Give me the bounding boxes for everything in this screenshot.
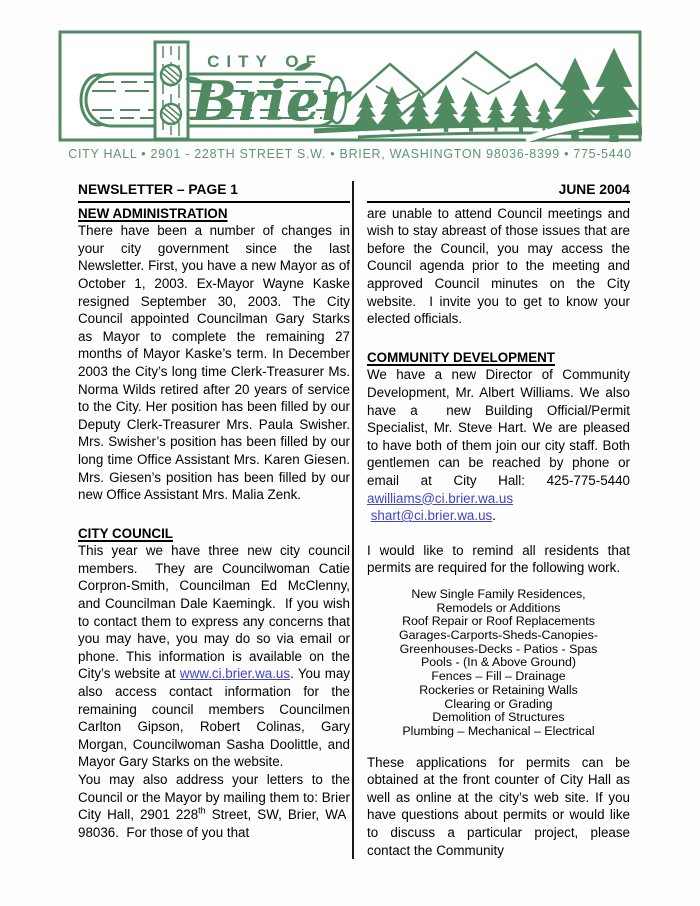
city-of-brier-logo [58,30,642,142]
city-council-paragraph-2 [78,771,350,841]
ordinal-superscript: th [198,805,206,816]
left-column [78,181,350,859]
masthead-left: NEWSLETTER – PAGE 1 [78,181,350,203]
right-column [367,181,630,859]
new-administration-text: There have been a number of changes in your city government since the last Newsletter. First, you have a new Mayor as of October 1, 2003. Ex-Mayor Wayne Kaske resigned September 30, 2003. The City Council appointed Councilman Gary Starks as Mayor to complete the remaining 27 months of Mayor Kaske’s term. In December 2003 the City’s long time Clerk-Treasurer Ms. Norma Wilds retired after 20 years of service to the City. Her position has been filled by our Deputy Clerk-Treasurer Mrs. Paula Swisher. Mrs. Swisher’s position has been filled by our long time Office Assistant Mrs. Karen Giesen. Mrs. Giesen’s position has been filled by our new Office Assistant Mrs. Malia Zenk. [78,223,350,503]
heading-community-development: COMMUNITY DEVELOPMENT [367,349,555,365]
permit-list-item: Roof Repair or Roof Replacements [402,614,595,629]
masthead-date: JUNE 2004 [367,181,630,203]
city-website-link[interactable]: www.ci.brier.wa.us [179,666,291,682]
heading-new-administration: NEW ADMINISTRATION [78,205,228,221]
sentence-period: . [492,508,496,524]
permit-list-item: New Single Family Residences, [411,586,586,601]
permit-list-item: Rockeries or Retaining Walls [419,682,578,697]
permit-list-item: Clearing or Grading [444,696,553,711]
permit-list-item: Garages-Carports-Sheds-Canopies- [398,627,599,642]
permit-list-item: Pools - (In & Above Ground) [421,655,576,670]
permit-list-item: Plumbing – Mechanical – Electrical [402,723,595,738]
shart-email-link[interactable]: shart@ci.brier.wa.us [370,508,493,524]
awilliams-email-link[interactable]: awilliams@ci.brier.wa.us [367,490,514,506]
city-council-paragraph-1 [78,542,350,771]
council-meetings-text: are unable to attend Council meetings and wish to stay abreast of those issues that are before the Council, you may access the Council agenda prior to the meeting and approved Council minutes on the City website. I invite you to get to know your elected officials. [367,205,630,327]
permit-applications-text: These applications for permits can be obtained at the front counter of City Hall as well as online at the city’s web site. If you have questions about permits or would like to discuss a particular project, please contact the Community [367,754,630,858]
mailing-address-text: You may also address your letters to the Council or the Mayor by mailing them to: Brier City Hall, 2901 228 [78,772,350,823]
permit-reminder-text: I would like to remind all residents that permits are required for the following work. [367,542,630,576]
permit-list-item: Demolition of Structures [432,710,565,725]
community-development-text: We have a new Director of Community Development, Mr. Albert Williams. We also have a new Building Official/Permit Specialist, Mr. Steve Hart. We are pleased to have both of them join our city staff. Both gentlemen can be reached by phone or email at City Hall: 425-775-5440 [367,367,630,488]
permit-reminder-paragraph [367,542,630,577]
new-administration-paragraph [78,222,350,504]
city-council-text-before-link: This year we have three new city council members. They are Councilwoman Catie Corpron-Smith, Councilman Ed McClenny, and Councilman Dale Kaemingk. If you wish to contact them to express any concerns that you may have, you may do so via email or phone. This information is available on the City’s website at [78,543,350,682]
permit-list-item: Remodels or Additions [436,600,561,615]
permit-applications-paragraph [367,754,630,860]
address-line: CITY HALL • 2901 - 228TH STREET S.W. • BRIER, WASHINGTON 98036-8399 • 775-5440 [68,147,632,161]
permit-list-item: Fences – Fill – Drainage [431,669,566,684]
community-development-paragraph [367,366,630,524]
permit-list [367,588,630,739]
city-council-text-after-link: . You may also access contact information for the remaining council members Councilmen Carlton Gipson, Robert Colinas, Gary Morgan, Councilwoman Sasha Doolittle, and Mayor Gary Starks on the website. [78,666,350,770]
council-meetings-paragraph [367,205,630,328]
mailing-address-text-end: Street, SW, Brier, WA 98036. For those of you that [78,807,350,840]
permit-list-item: Greenhouses-Decks - Patios - Spas [399,641,598,656]
heading-city-council: CITY COUNCIL [78,525,173,541]
newsletter-body [78,181,632,859]
logo-brier-text: Brier [191,69,349,133]
logo-city-of-text: CITY OF [207,52,323,71]
column-divider [352,181,354,859]
